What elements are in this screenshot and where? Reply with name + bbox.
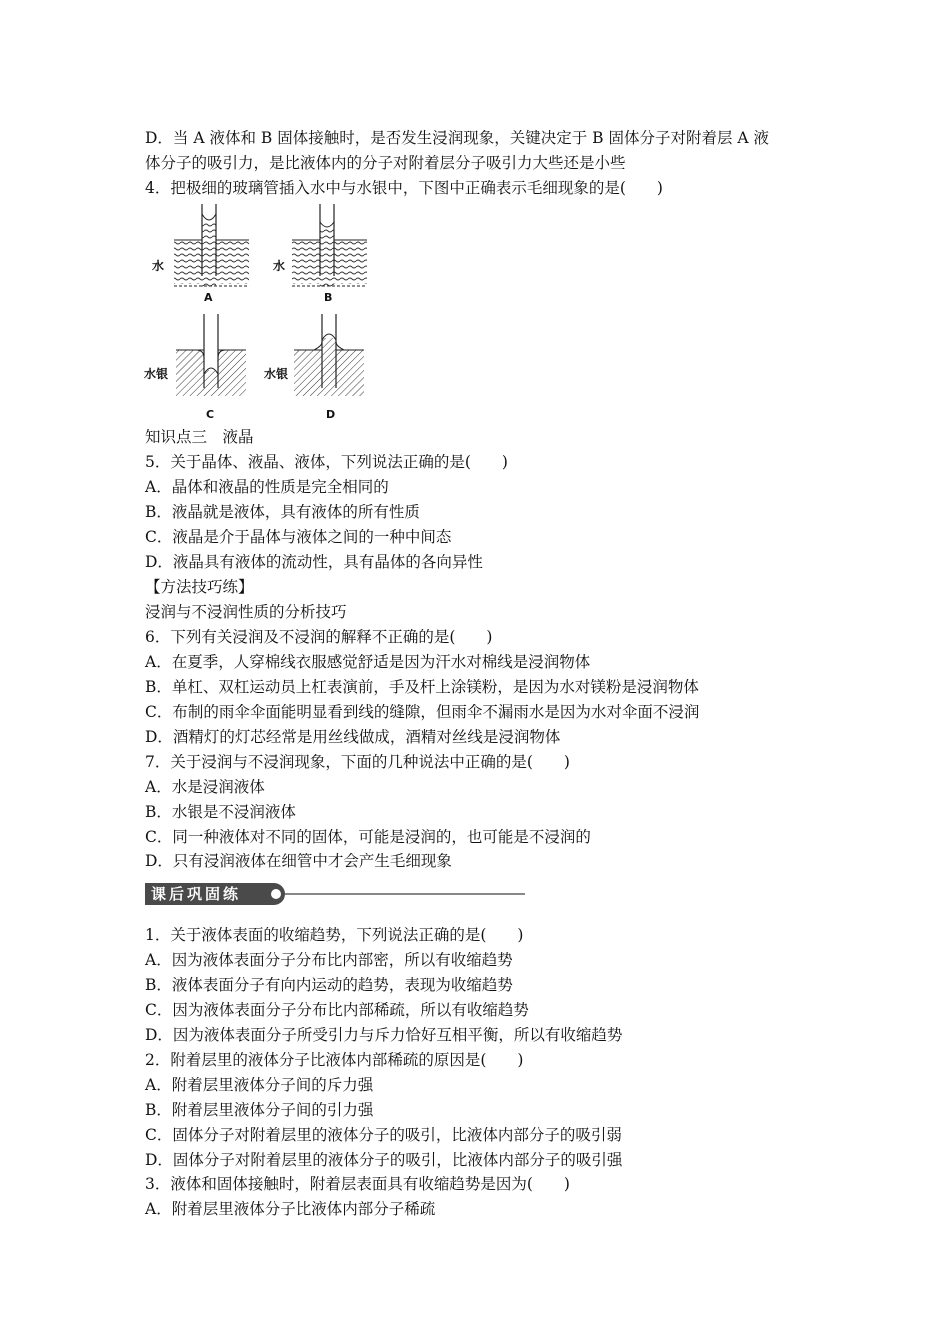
subheading: 浸润与不浸润性质的分析技巧 xyxy=(145,603,347,621)
option: B．水银是不浸润液体 xyxy=(145,803,296,821)
option: A．晶体和液晶的性质是完全相同的 xyxy=(145,478,389,496)
option: B．附着层里液体分子间的引力强 xyxy=(145,1101,374,1119)
option: D．液晶具有液体的流动性，具有晶体的各向异性 xyxy=(145,553,483,571)
option: C．因为液体表面分子分布比内部稀疏，所以有收缩趋势 xyxy=(145,1001,529,1019)
caption-d: D xyxy=(326,408,336,421)
banner-rule xyxy=(285,893,525,895)
option: C．布制的雨伞伞面能明显看到线的缝隙，但雨伞不漏雨水是因为水对伞面不浸润 xyxy=(145,703,700,721)
bullet-dot-icon xyxy=(271,889,281,899)
capillary-diagram xyxy=(140,198,400,423)
option: B．单杠、双杠运动员上杠表演前，手及杆上涂镁粉，是因为水对镁粉是浸润物体 xyxy=(145,678,699,696)
question-6: 6．下列有关浸润及不浸润的解释不正确的是( ) xyxy=(145,628,493,646)
question-b3: 3．液体和固体接触时，附着层表面具有收缩趋势是因为( ) xyxy=(145,1175,570,1193)
option: A．附着层里液体分子比液体内部分子稀疏 xyxy=(145,1200,436,1218)
option: A．在夏季，人穿棉线衣服感觉舒适是因为汗水对棉线是浸润物体 xyxy=(145,653,591,671)
label-water-b: 水 xyxy=(273,259,286,273)
method-heading: 【方法技巧练】 xyxy=(145,578,254,596)
panel-d xyxy=(294,310,364,396)
label-mercury-c: 水银 xyxy=(144,367,169,381)
question-4: 4．把极细的玻璃管插入水中与水银中，下图中正确表示毛细现象的是( ) xyxy=(145,179,663,197)
option: C．液晶是介于晶体与液体之间的一种中间态 xyxy=(145,528,452,546)
question-5: 5．关于晶体、液晶、液体，下列说法正确的是( ) xyxy=(145,453,508,471)
option: C．同一种液体对不同的固体，可能是浸润的，也可能是不浸润的 xyxy=(145,828,591,846)
panel-b xyxy=(292,204,367,288)
caption-b: B xyxy=(324,291,333,304)
caption-a: A xyxy=(204,291,213,304)
option: B．液晶就是液体，具有液体的所有性质 xyxy=(145,503,420,521)
panel-c xyxy=(176,310,246,396)
banner-label: 课后巩固练 xyxy=(145,883,285,905)
option: B．液体表面分子有向内运动的趋势，表现为收缩趋势 xyxy=(145,976,513,994)
option: D．固体分子对附着层里的液体分子的吸引，比液体内部分子的吸引强 xyxy=(145,1151,623,1169)
question-7: 7．关于浸润与不浸润现象，下面的几种说法中正确的是( ) xyxy=(145,753,570,771)
option: D．只有浸润液体在细管中才会产生毛细现象 xyxy=(145,852,452,870)
option: A．附着层里液体分子间的斥力强 xyxy=(145,1076,374,1094)
question-b2: 2．附着层里的液体分子比液体内部稀疏的原因是( ) xyxy=(145,1051,524,1069)
panel-a xyxy=(174,204,249,288)
text-line: 体分子的吸引力，是比液体内的分子对附着层分子吸引力大些还是小些 xyxy=(145,154,626,172)
option: C．固体分子对附着层里的液体分子的吸引，比液体内部分子的吸引弱 xyxy=(145,1126,622,1144)
section-heading: 知识点三 液晶 xyxy=(145,428,254,446)
question-b1: 1．关于液体表面的收缩趋势，下列说法正确的是( ) xyxy=(145,926,524,944)
option: A．因为液体表面分子分布比内部密，所以有收缩趋势 xyxy=(145,951,513,969)
option: D．因为液体表面分子所受引力与斥力恰好互相平衡，所以有收缩趋势 xyxy=(145,1026,623,1044)
option: D．酒精灯的灯芯经常是用丝线做成，酒精对丝线是浸润物体 xyxy=(145,728,561,746)
label-mercury-d: 水银 xyxy=(264,367,289,381)
section-banner xyxy=(145,883,525,905)
text-line: D．当 A 液体和 B 固体接触时，是否发生浸润现象，关键决定于 B 固体分子对附着层 A 液 xyxy=(145,129,770,147)
capillary-figure xyxy=(140,198,400,423)
caption-c: C xyxy=(206,408,215,421)
label-water-a: 水 xyxy=(152,259,165,273)
option: A．水是浸润液体 xyxy=(145,778,265,796)
